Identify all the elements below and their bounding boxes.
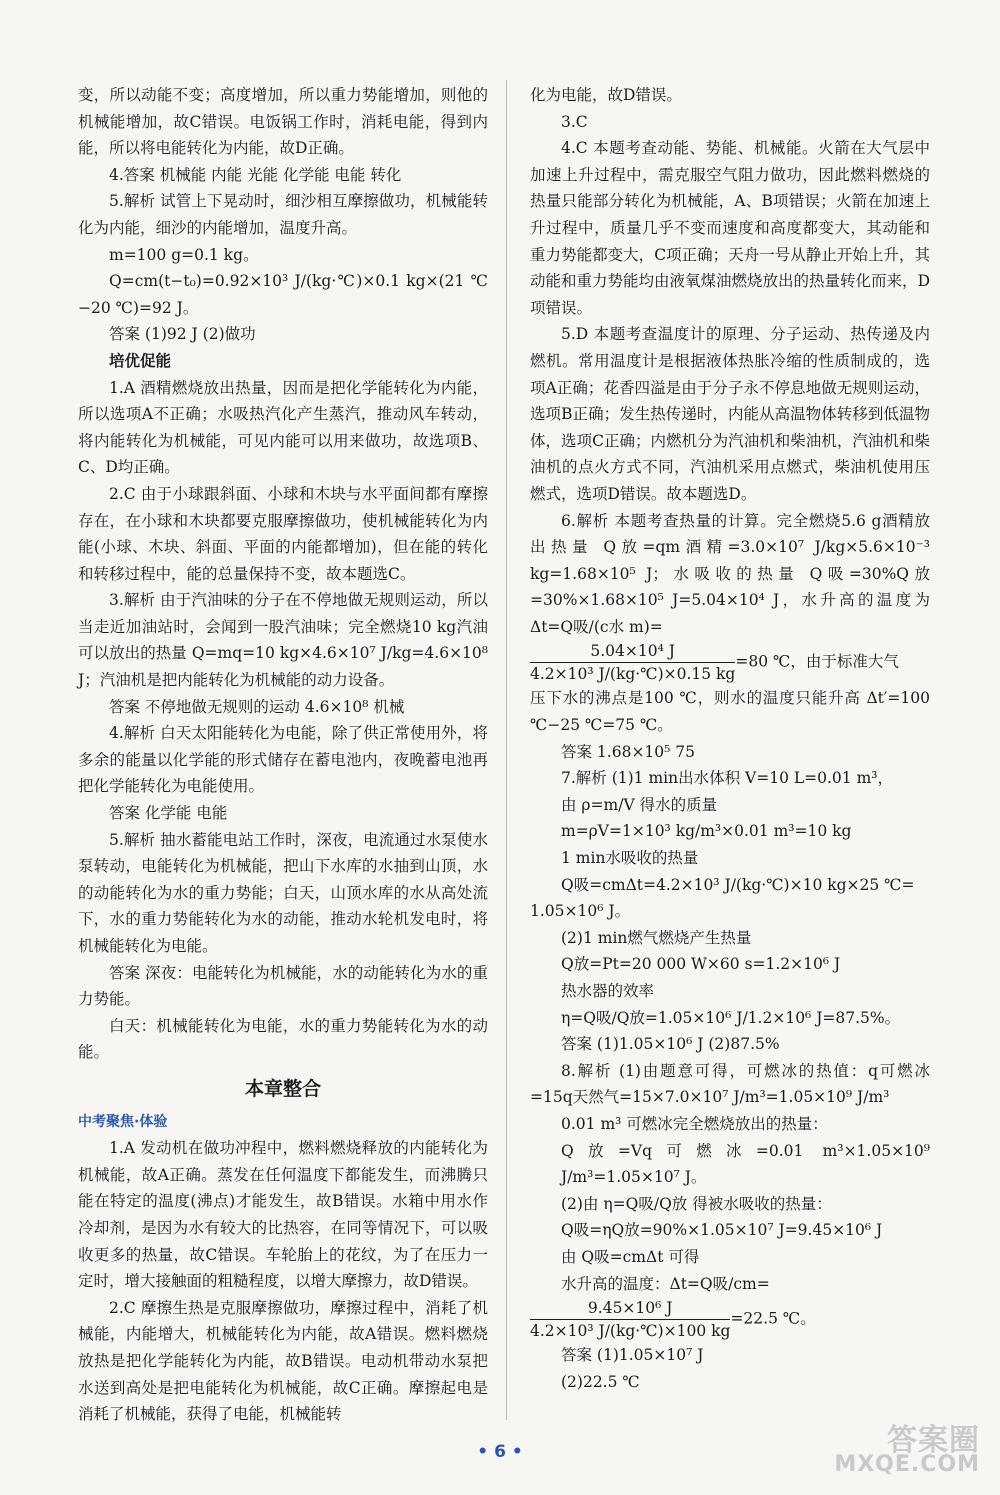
answer-paragraph: 答案 (1)1.05×10⁶ J (2)87.5% (561, 1035, 780, 1054)
fraction-numerator: 9.45×10⁶ J (530, 1297, 730, 1320)
answer-paragraph: (2)由 η=Q吸/Q放 得被水吸收的热量： (561, 1194, 832, 1213)
chapter-heading: 本章整合 (244, 1077, 321, 1100)
answer-paragraph: Q放=Vq可燃冰=0.01 m³×1.05×10⁹ J/m³=1.05×10⁷ J。 (561, 1141, 930, 1187)
section-heading: 中考聚焦·体验 (78, 1113, 168, 1130)
answer-paragraph: 水升高的温度：Δt=Q吸/cm= (561, 1274, 770, 1293)
answer-paragraph: 0.01 m³ 可燃冰完全燃烧放出的热量： (561, 1114, 828, 1133)
answer-paragraph: 4.答案 机械能 内能 光能 化学能 电能 转化 (109, 165, 402, 184)
answer-paragraph: 答案 1.68×10⁵ 75 (561, 742, 696, 761)
answer-paragraph: η=Q吸/Q放=1.05×10⁶ J/1.2×10⁶ J=87.5%。 (561, 1008, 901, 1027)
watermark-logo (834, 1423, 980, 1477)
answer-paragraph: 8.解析 (1)由题意可得，可燃冰的热值：q可燃冰=15q天然气=15×7.0×10⁷ J/m³=1.05×10⁹ J/m³ (530, 1061, 930, 1107)
column-divider (506, 80, 507, 1420)
page-number: • 6 • (477, 1442, 523, 1462)
left-column (78, 82, 488, 1428)
answer-paragraph: m=ρV=1×10³ kg/m³×0.01 m³=10 kg (561, 822, 852, 841)
answer-paragraph: (2)1 min燃气燃烧产生热量 (561, 928, 752, 947)
answer-paragraph: 2.C 由于小球跟斜面、小球和木块与水平面间都有摩擦存在，在小球和木块都要克服摩擦做功，使机械能转化为内能(小球、木块、斜面、平面的内能都增加)，但在能的转化和转移过程中，能的总量保持不变，故本题选C。 (78, 484, 488, 583)
fraction-denominator: 4.2×10³ J/(kg·℃)×100 kg (530, 1322, 731, 1341)
answer-paragraph: Q吸=cmΔt=4.2×10³ J/(kg·℃)×10 kg×25 ℃= (561, 875, 915, 894)
answer-paragraph: 答案 不停地做无规则的运动 4.6×10⁸ 机械 (109, 697, 405, 716)
answer-paragraph: 热水器的效率 (561, 982, 655, 1000)
fraction-tail: =80 ℃，由于标准大气 (735, 652, 899, 671)
answer-paragraph: 5.解析 抽水蓄能电站工作时，深夜，电流通过水泵使水泵转动，电能转化为机械能，把山下水库的水抽到山顶，水的动能转化为水的重力势能；白天，山顶水库的水从高处流下，水的重力势能转化为水的动能，推动水轮机发电时，将机械能转化为电能。 (78, 830, 488, 955)
answer-paragraph: 答案 (1)92 J (2)做功 (109, 325, 256, 344)
fraction-denominator: 4.2×10³ J/(kg·℃)×0.15 kg (530, 665, 736, 684)
answer-paragraph: 变，所以动能不变；高度增加，所以重力势能增加，则他的机械能增加，故C错误。电饭锅工作时，消耗电能，得到内能，所以将电能转化为内能，故D正确。 (78, 86, 488, 158)
answer-paragraph: 白天：机械能转化为电能，水的重力势能转化为水的动能。 (78, 1016, 488, 1062)
answer-paragraph: (2)22.5 ℃ (561, 1372, 640, 1391)
fraction-line (530, 1297, 930, 1342)
answer-paragraph: 7.解析 (1)1 min出水体积 V=10 L=0.01 m³， (561, 769, 893, 788)
answer-paragraph: 4.解析 白天太阳能转化为电能，除了供正常使用外，将多余的能量以化学能的形式储存在蓄电池内，夜晚蓄电池再把化学能转化为电能使用。 (78, 724, 488, 796)
answer-paragraph: 1.A 发动机在做功冲程中，燃料燃烧释放的内能转化为机械能，故A正确。蒸发在任何温度下都能发生，而沸腾只能在特定的温度(沸点)才能发生，故B错误。水箱中用水作冷却剂，是因为水有较大的比热容，在同等情况下，可以吸收更多的热量，故C错误。车轮胎上的花纹，为了在压力一定时，增大接触面的粗糙程度，以增大摩擦力，故D错误。 (78, 1139, 488, 1291)
answer-paragraph: 答案 深夜：电能转化为机械能，水的动能转化为水的重力势能。 (78, 963, 488, 1009)
answer-paragraph: 3.C (561, 112, 588, 131)
answer-paragraph: m=100 g=0.1 kg。 (109, 245, 259, 264)
answer-paragraph: 化为电能，故D错误。 (530, 86, 682, 104)
answer-paragraph: 压下水的沸点是100 ℃，则水的温度只能升高 Δt′=100 ℃−25 ℃=75 ℃。 (530, 689, 930, 735)
section-heading: 培优促能 (109, 351, 172, 370)
fraction-tail: =22.5 ℃。 (730, 1309, 816, 1328)
answer-paragraph: 1.A 酒精燃烧放出热量，因而是把化学能转化为内能，所以选项A不正确；水吸热汽化产生蒸汽，推动风车转动，将内能转化为机械能，可见内能可以用来做功，故选项B、C、D均正确。 (78, 378, 488, 477)
answer-paragraph: Q=cm(t−t₀)=0.92×10³ J/(kg·℃)×0.1 kg×(21 ℃−20 ℃)=92 J。 (78, 272, 488, 317)
answer-paragraph: 答案 (1)1.05×10⁷ J (561, 1346, 704, 1365)
watermark-text: 答案圈 (887, 1423, 980, 1458)
answer-paragraph: Q放=Pt=20 000 W×60 s=1.2×10⁶ J (561, 955, 841, 974)
answer-paragraph: 1 min水吸收的热量 (561, 849, 699, 868)
answer-paragraph: 1.05×10⁶ J。 (530, 902, 631, 921)
answer-paragraph: 5.D 本题考查温度计的原理、分子运动、热传递及内燃机。常用温度计是根据液体热胀冷缩的性质制成的，选项A正确；花香四溢是由于分子永不停息地做无规则运动，选项B正确；发生热传递时，内能从高温物体转移到低温物体，选项C正确；内燃机分为汽油机和柴油机，汽油机和柴油机的点火方式不同，汽油机采用点燃式，柴油机使用压燃式，选项D错误。故本题选D。 (530, 325, 930, 503)
right-column (530, 82, 930, 1395)
answer-paragraph: 6.解析 本题考查热量的计算。完全燃烧5.6 g酒精放出热量 Q放=qm酒精=3.0×10⁷ J/kg×5.6×10⁻³ kg=1.68×10⁵ J；水吸收的热量 Q吸=30%Q放=30%×1.68×10⁵ J=5.04×10⁴ J，水升高的温度为 Δt=Q吸/(c水 m)= (530, 511, 930, 636)
answer-paragraph: 5.解析 试管上下晃动时，细沙相互摩擦做功，机械能转化为内能，细沙的内能增加，温度升高。 (78, 192, 488, 237)
answer-paragraph: 4.C 本题考查动能、势能、机械能。火箭在大气层中加速上升过程中，需克服空气阻力做功，因此燃料燃烧的热量只能部分转化为机械能，A、B项错误；火箭在加速上升过程中，质量几乎不变而速度和高度都变大，其动能和重力势能都变大，C项正确；天舟一号从静止开始上升，其动能和重力势能均由液氧煤油燃烧放出的热量转化而来，D项错误。 (530, 139, 930, 317)
fraction-line (530, 640, 930, 685)
answer-paragraph: Q吸=ηQ放=90%×1.05×10⁷ J=9.45×10⁶ J (561, 1221, 883, 1240)
answer-paragraph: 3.解析 由于汽油味的分子在不停地做无规则运动，所以当走近加油站时，会闻到一股汽油味；完全燃烧10 kg汽油可以放出的热量 Q=mq=10 kg×4.6×10⁷ J/kg=4.6×10⁸ J；汽油机是把内能转化为机械能的动力设备。 (78, 591, 488, 690)
answer-paragraph: 由 Q吸=cmΔt 可得 (561, 1247, 700, 1266)
answer-paragraph: 答案 化学能 电能 (109, 804, 228, 823)
fraction-numerator: 5.04×10⁴ J (530, 640, 735, 663)
answer-paragraph: 2.C 摩擦生热是克服摩擦做功，摩擦过程中，消耗了机械能，内能增大，机械能转化为内能，故A错误。燃料燃烧放热是把化学能转化为内能，故B错误。电动机带动水泵把水送到高处是把电能转化为机械能，故C正确。摩擦起电是消耗了机械能，获得了电能，机械能转 (78, 1298, 488, 1424)
watermark-url: MXQE.COM (834, 1452, 980, 1477)
answer-paragraph: 由 ρ=m/V 得水的质量 (561, 795, 718, 814)
